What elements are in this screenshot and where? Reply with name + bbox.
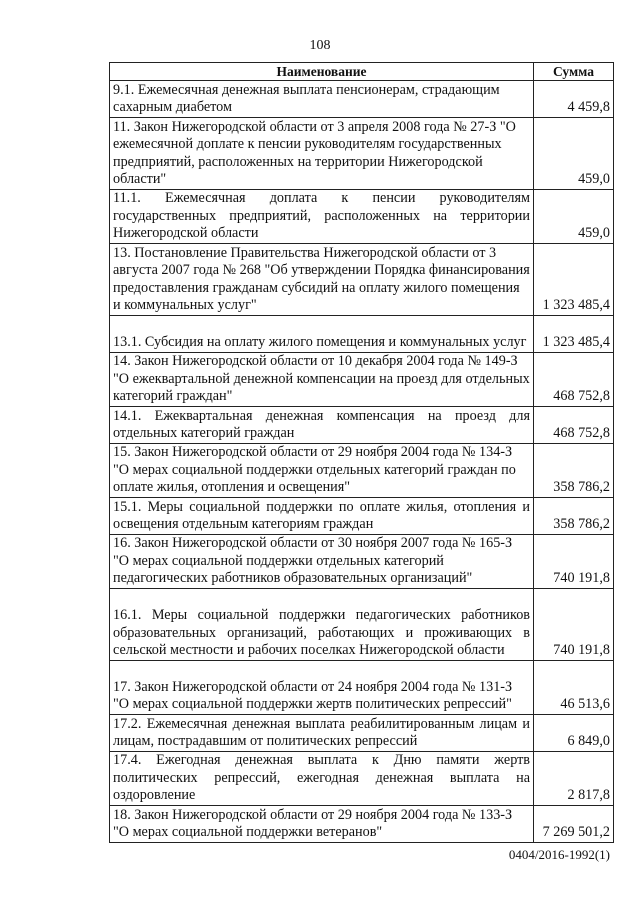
row-sum: 459,0 (534, 190, 614, 244)
table-row (110, 81, 614, 118)
table-row (110, 244, 614, 316)
row-sum: 358 786,2 (534, 444, 614, 498)
table-row (110, 661, 614, 715)
header-name: Наименование (110, 63, 534, 81)
page-number: 108 (309, 38, 331, 53)
table-header-row (110, 63, 614, 81)
table-row (110, 806, 614, 843)
table-body (110, 81, 614, 843)
row-name: 11.1. Ежемесячная доплата к пенсии руководителям государственных предприятий, расположенных на территории Нижегородской области (110, 190, 534, 244)
row-name: 16.1. Меры социальной поддержки педагогических работников образовательных организаций, работающих и проживающих в сельской местности и рабочих поселках Нижегородской области (110, 589, 534, 661)
row-sum: 1 323 485,4 (534, 316, 614, 353)
row-name: 14.1. Ежеквартальная денежная компенсация на проезд для отдельных категорий граждан (110, 407, 534, 444)
row-name: 13.1. Субсидия на оплату жилого помещения и коммунальных услуг (110, 316, 534, 353)
table-row (110, 715, 614, 752)
table-row (110, 316, 614, 353)
row-name: 18. Закон Нижегородской области от 29 ноября 2004 года № 133-З "О мерах социальной поддержки ветеранов" (110, 806, 534, 843)
row-sum: 4 459,8 (534, 81, 614, 118)
table-row (110, 190, 614, 244)
row-sum: 6 849,0 (534, 715, 614, 752)
row-sum: 358 786,2 (534, 498, 614, 535)
header-sum: Сумма (534, 63, 614, 81)
row-name: 13. Постановление Правительства Нижегородской области от 3 августа 2007 года № 268 "Об утверждении Порядка финансирования предоставления гражданам субсидий на оплату жилого помещения и коммунальных услуг" (110, 244, 534, 316)
row-sum: 468 752,8 (534, 407, 614, 444)
row-sum: 2 817,8 (534, 752, 614, 806)
row-name: 9.1. Ежемесячная денежная выплата пенсионерам, страдающим сахарным диабетом (110, 81, 534, 118)
table-row (110, 118, 614, 190)
row-name: 16. Закон Нижегородской области от 30 ноября 2007 года № 165-З "О мерах социальной поддержки отдельных категорий педагогических работников образовательных организаций" (110, 535, 534, 589)
row-sum: 1 323 485,4 (534, 244, 614, 316)
row-sum: 459,0 (534, 118, 614, 190)
table-row (110, 752, 614, 806)
row-name: 17. Закон Нижегородской области от 24 ноября 2004 года № 131-З "О мерах социальной поддержки жертв политических репрессий" (110, 661, 534, 715)
row-name: 15. Закон Нижегородской области от 29 ноября 2004 года № 134-З "О мерах социальной поддержки отдельных категорий граждан по оплате жилья, отопления и освещения" (110, 444, 534, 498)
row-sum: 7 269 501,2 (534, 806, 614, 843)
row-sum: 46 513,6 (534, 661, 614, 715)
budget-table (109, 62, 614, 843)
table-row (110, 444, 614, 498)
document-code: 0404/2016-1992(1) (508, 847, 610, 862)
row-sum: 468 752,8 (534, 353, 614, 407)
row-sum: 740 191,8 (534, 535, 614, 589)
table-row (110, 353, 614, 407)
row-name: 15.1. Меры социальной поддержки по оплате жилья, отопления и освещения отдельным категориям граждан (110, 498, 534, 535)
table-row (110, 407, 614, 444)
table-row (110, 589, 614, 661)
row-sum: 740 191,8 (534, 589, 614, 661)
row-name: 14. Закон Нижегородской области от 10 декабря 2004 года № 149-З "О ежеквартальной денежной компенсации на проезд для отдельных категорий граждан" (110, 353, 534, 407)
row-name: 11. Закон Нижегородской области от 3 апреля 2008 года № 27-З "О ежемесячной доплате к пенсии руководителям государственных предприятий, расположенных на территории Нижегородской области" (110, 118, 534, 190)
table-row (110, 498, 614, 535)
table-row (110, 535, 614, 589)
row-name: 17.4. Ежегодная денежная выплата к Дню памяти жертв политических репрессий, ежегодная денежная выплата на оздоровление (110, 752, 534, 806)
row-name: 17.2. Ежемесячная денежная выплата реабилитированным лицам и лицам, пострадавшим от политических репрессий (110, 715, 534, 752)
